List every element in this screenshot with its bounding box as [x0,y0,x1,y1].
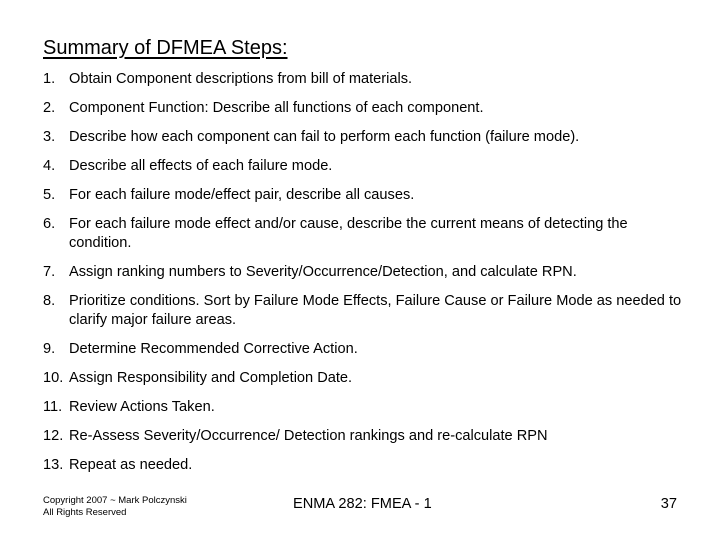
list-item [43,99,693,118]
list-item [43,70,693,89]
step-number: 2. [43,100,56,116]
page-number: 37 [660,496,677,512]
step-number: 7. [43,264,56,280]
copyright-line: Copyright 2007 ~ Mark Polczynski [43,495,187,506]
step-text: Describe all effects of each failure mode. [69,158,333,174]
step-number: 11. [43,399,63,415]
list-item [43,157,693,176]
step-text: Describe how each component can fail to perform each function (failure mode). [69,129,580,145]
step-number: 3. [43,129,56,145]
step-text: Obtain Component descriptions from bill of materials. [69,71,413,87]
step-text: Re-Assess Severity/Occurrence/ Detection rankings and re-calculate RPN [69,428,548,444]
list-item [43,340,693,359]
step-text: Repeat as needed. [69,457,193,473]
list-item [43,215,693,253]
list-item [43,128,693,147]
step-text: For each failure mode/effect pair, describe all causes. [69,187,415,203]
list-item [43,456,693,475]
footer-copyright [43,495,187,519]
step-text: Assign Responsibility and Completion Date. [69,370,353,386]
step-text: Assign ranking numbers to Severity/Occurrence/Detection, and calculate RPN. [69,264,577,280]
list-item [43,427,693,446]
step-text: Review Actions Taken. [69,399,215,415]
list-item [43,263,693,282]
step-text: Component Function: Describe all functions of each component. [69,100,484,116]
slide-title: Summary of DFMEA Steps: [43,37,288,59]
step-number: 4. [43,158,56,174]
list-item [43,292,693,330]
footer-course: ENMA 282: FMEA - 1 [293,496,432,512]
rights-line: All Rights Reserved [43,507,127,518]
step-number: 10. [43,370,64,386]
list-item [43,398,693,417]
step-number: 6. [43,216,56,232]
list-item [43,186,693,205]
step-number: 5. [43,187,56,203]
step-text: Prioritize conditions. Sort by Failure Mode Effects, Failure Cause or Failure Mode as needed to clarify major failure areas. [69,293,682,328]
step-number: 12. [43,428,64,444]
step-number: 1. [43,71,56,87]
list-item [43,369,693,388]
step-text: For each failure mode effect and/or cause, describe the current means of detecting the condition. [69,216,628,251]
step-text: Determine Recommended Corrective Action. [69,341,358,357]
step-number: 13. [43,457,64,473]
step-number: 8. [43,293,56,309]
step-number: 9. [43,341,56,357]
